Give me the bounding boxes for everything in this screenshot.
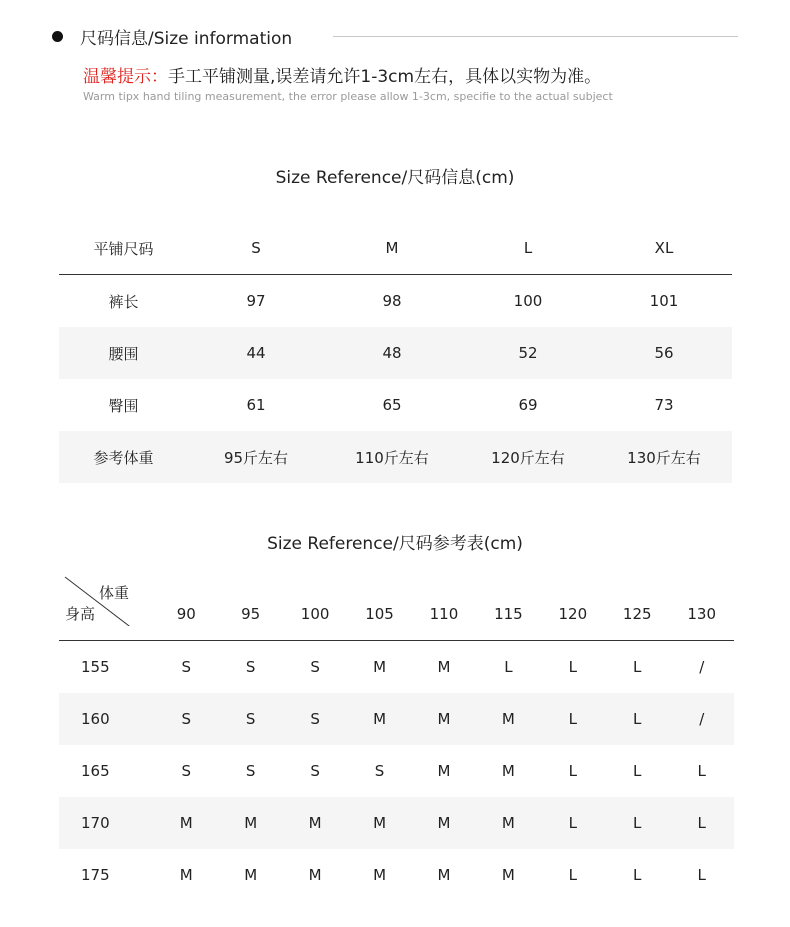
size-cell: M xyxy=(412,797,476,849)
size-cell: L xyxy=(633,658,642,676)
size-cell: L xyxy=(605,693,669,745)
height-cell: 165 xyxy=(81,762,110,780)
table-cell: 61 xyxy=(246,396,266,414)
size-cell: M xyxy=(476,693,540,745)
header-cell: L xyxy=(460,222,596,275)
table-cell: 120斤左右 xyxy=(460,431,596,483)
warm-tip-label: 温馨提示： xyxy=(83,67,168,87)
header-divider xyxy=(333,36,738,37)
table-row xyxy=(59,797,734,849)
size-cell: M xyxy=(412,693,476,745)
weight-header-cell: 130 xyxy=(669,588,734,641)
size-cell: M xyxy=(179,866,193,884)
header-cell: XL xyxy=(596,222,732,275)
size-cell: M xyxy=(154,797,218,849)
table-row xyxy=(59,327,732,379)
corner-header-cell xyxy=(59,584,154,641)
size-info-header xyxy=(0,0,790,120)
table-cell: 110斤左右 xyxy=(324,431,460,483)
size-cell: / xyxy=(699,658,705,676)
size-info-table xyxy=(59,222,732,483)
size-cell: L xyxy=(504,658,513,676)
table-row xyxy=(59,849,734,901)
size-cell: S xyxy=(283,693,347,745)
table-cell: 101 xyxy=(649,292,679,310)
table-row xyxy=(59,693,734,745)
size-cell: M xyxy=(437,866,451,884)
warm-tip-text: 手工平铺测量,误差请允许1-3cm左右，具体以实物为准。 xyxy=(168,67,602,87)
corner-height-label: 身高 xyxy=(65,605,96,623)
warm-tip-english: Warm tipx hand tiling measurement, the error please allow 1-3cm, specifie to the actual subject xyxy=(83,90,613,103)
row-label: 参考体重 xyxy=(59,431,188,483)
row-label: 腰围 xyxy=(59,327,188,379)
header-cell: M xyxy=(324,222,460,275)
size-cell: L xyxy=(697,762,706,780)
corner-header xyxy=(59,584,154,640)
table-cell: 52 xyxy=(460,327,596,379)
height-cell: 160 xyxy=(59,693,154,745)
size-cell: S xyxy=(154,693,218,745)
size-cell: M xyxy=(437,762,451,780)
size-cell: M xyxy=(373,658,387,676)
size-cell: S xyxy=(374,762,385,780)
weight-header-cell: 100 xyxy=(283,588,347,641)
table-cell: 97 xyxy=(246,292,266,310)
size-cell: L xyxy=(633,762,642,780)
height-cell: 155 xyxy=(81,658,110,676)
bullet-dot-icon xyxy=(52,31,63,42)
size-cell: S xyxy=(310,658,320,676)
header-cell: 平铺尺码 xyxy=(59,222,188,275)
table-row xyxy=(59,379,732,431)
size-reference-header-row xyxy=(59,588,734,641)
weight-header-cell: 115 xyxy=(476,588,540,641)
table-cell: 98 xyxy=(382,292,402,310)
size-cell: L xyxy=(605,797,669,849)
size-cell: M xyxy=(347,797,411,849)
size-reference-table-title: Size Reference/尺码参考表(cm) xyxy=(267,534,523,554)
height-cell: 175 xyxy=(81,866,110,884)
size-cell: M xyxy=(501,866,515,884)
size-cell: M xyxy=(347,693,411,745)
weight-header-cell: 105 xyxy=(347,588,411,641)
size-cell: M xyxy=(437,658,451,676)
size-cell: S xyxy=(181,658,192,676)
table-row xyxy=(59,275,732,328)
table-cell: 130斤左右 xyxy=(596,431,732,483)
table-cell: 48 xyxy=(324,327,460,379)
weight-header-cell: 95 xyxy=(218,588,282,641)
size-reference-table xyxy=(59,584,734,901)
size-cell: L xyxy=(568,658,577,676)
size-cell: S xyxy=(245,762,256,780)
size-cell: L xyxy=(568,762,577,780)
corner-weight-label: 体重 xyxy=(99,584,130,602)
table-cell: 44 xyxy=(188,327,324,379)
table-row xyxy=(59,431,732,483)
table-cell: 65 xyxy=(382,396,402,414)
table-cell: 69 xyxy=(518,396,538,414)
header-cell: S xyxy=(188,222,324,275)
size-cell: M xyxy=(283,797,347,849)
size-cell: M xyxy=(308,866,322,884)
table-cell: 100 xyxy=(513,292,543,310)
size-cell: S xyxy=(245,658,256,676)
table-cell: 73 xyxy=(654,396,674,414)
row-label: 臀围 xyxy=(108,396,139,415)
size-cell: L xyxy=(633,866,642,884)
weight-header-cell: 125 xyxy=(605,588,669,641)
warm-tip xyxy=(83,62,601,87)
size-cell: / xyxy=(669,693,734,745)
weight-header-cell: 110 xyxy=(412,588,476,641)
size-cell: M xyxy=(218,797,282,849)
table-row xyxy=(59,641,734,694)
section-title: 尺码信息/Size information xyxy=(80,29,293,49)
size-info-header-row xyxy=(59,222,732,275)
size-cell: L xyxy=(669,797,734,849)
size-info-table-title: Size Reference/尺码信息(cm) xyxy=(275,168,515,188)
size-cell: S xyxy=(218,693,282,745)
size-cell: M xyxy=(373,866,387,884)
table-cell: 95斤左右 xyxy=(188,431,324,483)
size-cell: L xyxy=(697,866,706,884)
size-cell: M xyxy=(476,797,540,849)
table-row xyxy=(59,745,734,797)
size-cell: S xyxy=(181,762,192,780)
size-cell: L xyxy=(568,866,577,884)
size-cell: M xyxy=(244,866,258,884)
table-cell: 56 xyxy=(596,327,732,379)
size-cell: L xyxy=(541,797,605,849)
size-cell: L xyxy=(541,693,605,745)
row-label: 裤长 xyxy=(108,292,139,311)
weight-header-cell: 120 xyxy=(541,588,605,641)
size-cell: M xyxy=(501,762,515,780)
weight-header-cell: 90 xyxy=(154,588,218,641)
height-cell: 170 xyxy=(59,797,154,849)
size-cell: S xyxy=(310,762,320,780)
